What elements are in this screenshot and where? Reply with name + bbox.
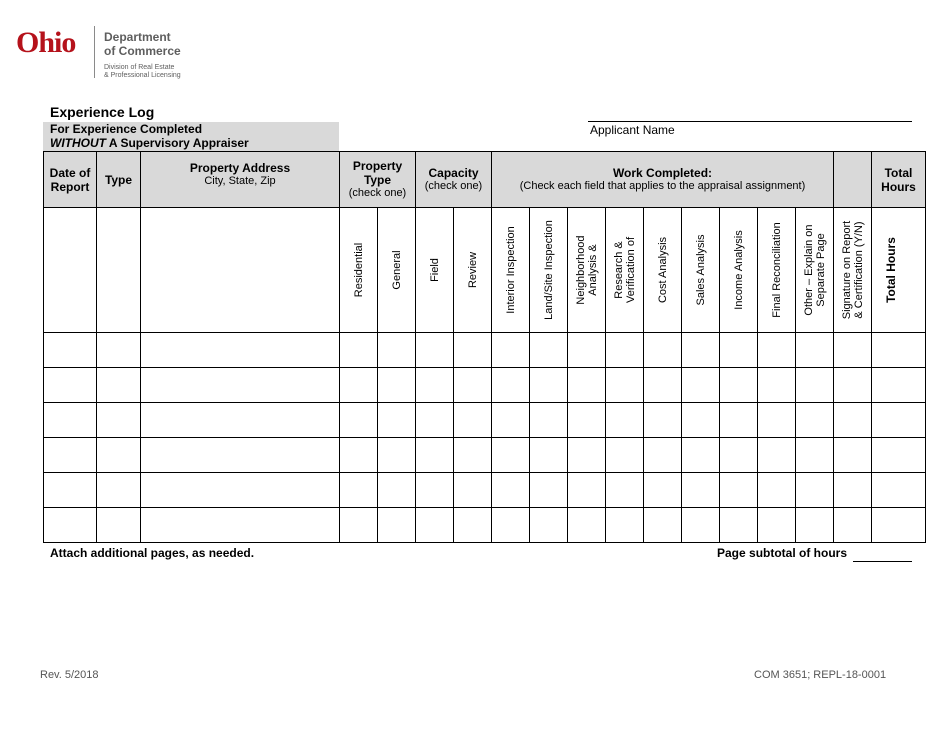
table-cell[interactable]	[340, 368, 378, 403]
table-cell[interactable]	[454, 438, 492, 473]
table-cell[interactable]	[492, 438, 530, 473]
table-cell[interactable]	[340, 508, 378, 543]
table-cell[interactable]	[606, 508, 644, 543]
table-cell[interactable]	[340, 473, 378, 508]
table-cell[interactable]	[378, 368, 416, 403]
table-cell[interactable]	[97, 368, 141, 403]
table-cell[interactable]	[568, 473, 606, 508]
table-cell[interactable]	[758, 403, 796, 438]
logo-department-line2: of Commerce	[104, 44, 181, 58]
header-capacity: Capacity (check one)	[416, 152, 492, 208]
table-cell[interactable]	[872, 473, 926, 508]
table-cell[interactable]	[834, 438, 872, 473]
subheader-cell	[141, 208, 340, 333]
table-cell[interactable]	[44, 368, 97, 403]
table-cell[interactable]	[682, 473, 720, 508]
table-cell[interactable]	[378, 508, 416, 543]
table-cell[interactable]	[97, 473, 141, 508]
table-cell[interactable]	[44, 403, 97, 438]
table-cell[interactable]	[141, 403, 340, 438]
table-cell[interactable]	[492, 403, 530, 438]
table-cell[interactable]	[834, 333, 872, 368]
table-cell[interactable]	[834, 473, 872, 508]
subtitle-without: WITHOUT	[50, 136, 106, 150]
form-subtitle-box	[43, 122, 339, 151]
table-row	[44, 473, 926, 508]
table-cell[interactable]	[97, 403, 141, 438]
table-cell[interactable]	[568, 438, 606, 473]
table-row	[44, 508, 926, 543]
table-cell[interactable]	[606, 473, 644, 508]
table-cell[interactable]	[834, 508, 872, 543]
table-cell[interactable]	[606, 438, 644, 473]
header-type: Type	[97, 152, 141, 208]
form-number: COM 3651; REPL-18-0001	[754, 669, 887, 681]
subheader-signature-on-report: Signature on Report & Certification (Y/N)	[834, 208, 872, 333]
table-cell[interactable]	[682, 368, 720, 403]
header-property-address: Property Address City, State, Zip	[141, 152, 340, 208]
table-cell[interactable]	[720, 333, 758, 368]
form-subtitle-line1: For Experience Completed	[50, 122, 203, 136]
logo-division	[104, 64, 181, 80]
table-cell[interactable]	[378, 438, 416, 473]
table-cell[interactable]	[568, 508, 606, 543]
table-cell[interactable]	[378, 403, 416, 438]
table-cell[interactable]	[606, 368, 644, 403]
table-cell[interactable]	[758, 473, 796, 508]
table-cell[interactable]	[454, 508, 492, 543]
table-cell[interactable]	[416, 368, 454, 403]
subheader-general: General	[378, 208, 416, 333]
header-blank	[834, 152, 872, 208]
logo-ohio-text: Ohio	[16, 26, 76, 59]
table-cell[interactable]	[872, 333, 926, 368]
experience-log-table	[43, 151, 926, 543]
table-cell[interactable]	[796, 403, 834, 438]
table-cell[interactable]	[416, 473, 454, 508]
logo-department-line1: Department	[104, 30, 171, 44]
table-row	[44, 438, 926, 473]
table-row	[44, 403, 926, 438]
table-cell[interactable]	[530, 438, 568, 473]
revision-date: Rev. 5/2018	[40, 669, 99, 681]
table-cell[interactable]	[416, 403, 454, 438]
table-cell[interactable]	[720, 508, 758, 543]
table-cell[interactable]	[416, 438, 454, 473]
table-cell[interactable]	[97, 333, 141, 368]
table-cell[interactable]	[606, 403, 644, 438]
table-cell[interactable]	[720, 403, 758, 438]
table-cell[interactable]	[758, 438, 796, 473]
attach-pages-note: Attach additional pages, as needed.	[50, 546, 255, 560]
table-cell[interactable]	[97, 438, 141, 473]
table-cell[interactable]	[340, 403, 378, 438]
table-cell[interactable]	[454, 403, 492, 438]
logo-divider	[94, 26, 95, 78]
table-cell[interactable]	[758, 368, 796, 403]
table-cell[interactable]	[796, 508, 834, 543]
header-work-completed: Work Completed: (Check each field that applies to the appraisal assignment)	[492, 152, 834, 208]
table-row	[44, 333, 926, 368]
logo-department	[104, 30, 181, 58]
table-cell[interactable]	[44, 508, 97, 543]
table-cell[interactable]	[416, 508, 454, 543]
logo-division-line1: Division of Real Estate	[104, 64, 175, 71]
applicant-name-label: Applicant Name	[590, 123, 675, 137]
subheader-sales-analysis: Sales Analysis	[682, 208, 720, 333]
subheader-final-reconciliation: Final Reconciliation	[758, 208, 796, 333]
form-subtitle-line2	[43, 136, 339, 150]
table-cell[interactable]	[834, 403, 872, 438]
table-cell[interactable]	[720, 368, 758, 403]
table-cell[interactable]	[340, 438, 378, 473]
table-cell[interactable]	[644, 368, 682, 403]
table-cell[interactable]	[454, 368, 492, 403]
table-cell[interactable]	[682, 508, 720, 543]
form-title: Experience Log	[50, 104, 155, 120]
table-cell[interactable]	[141, 368, 340, 403]
table-cell[interactable]	[530, 508, 568, 543]
table-cell[interactable]	[378, 473, 416, 508]
table-cell[interactable]	[492, 508, 530, 543]
table-cell[interactable]	[834, 368, 872, 403]
applicant-name-line[interactable]	[588, 121, 912, 122]
table-cell[interactable]	[796, 473, 834, 508]
subheader-field: Field	[416, 208, 454, 333]
table-cell[interactable]	[872, 438, 926, 473]
table-cell[interactable]	[454, 473, 492, 508]
table-cell[interactable]	[492, 333, 530, 368]
table-cell[interactable]	[97, 508, 141, 543]
table-cell[interactable]	[141, 333, 340, 368]
table-cell[interactable]	[44, 333, 97, 368]
table-cell[interactable]	[720, 438, 758, 473]
table-cell[interactable]	[492, 473, 530, 508]
subheader-review: Review	[454, 208, 492, 333]
table-cell[interactable]	[758, 508, 796, 543]
table-cell[interactable]	[720, 473, 758, 508]
header-total-hours: Total Hours	[872, 152, 926, 208]
subheader-cell	[97, 208, 141, 333]
table-cell[interactable]	[872, 403, 926, 438]
table-cell[interactable]	[758, 333, 796, 368]
subheader-other-explain-on: Other – Explain on Separate Page	[796, 208, 834, 333]
table-cell[interactable]	[872, 368, 926, 403]
table-cell[interactable]	[644, 473, 682, 508]
table-cell[interactable]	[530, 403, 568, 438]
table-cell[interactable]	[796, 368, 834, 403]
table-cell[interactable]	[644, 403, 682, 438]
table-cell[interactable]	[340, 333, 378, 368]
header-row	[44, 152, 926, 208]
table-cell[interactable]	[682, 333, 720, 368]
page-subtotal-line[interactable]	[853, 561, 912, 562]
table-cell[interactable]	[141, 508, 340, 543]
table-cell[interactable]	[644, 438, 682, 473]
subheader-cell	[44, 208, 97, 333]
table-cell[interactable]	[682, 438, 720, 473]
table-cell[interactable]	[492, 368, 530, 403]
logo-division-line2: & Professional Licensing	[104, 72, 181, 79]
subheader-residential: Residential	[340, 208, 378, 333]
subheader-income-analysis: Income Analysis	[720, 208, 758, 333]
table-cell[interactable]	[454, 333, 492, 368]
header-property-type: Property Type (check one)	[340, 152, 416, 208]
table-cell[interactable]	[568, 333, 606, 368]
table-cell[interactable]	[530, 473, 568, 508]
subheader-research: Research & Verification of	[606, 208, 644, 333]
subheader-row	[44, 208, 926, 333]
subheader-cost-analysis: Cost Analysis	[644, 208, 682, 333]
table-row	[44, 368, 926, 403]
subheader-interior-inspection: Interior Inspection	[492, 208, 530, 333]
header-date-of-report: Date of Report	[44, 152, 97, 208]
subheader-land-site-inspection: Land/Site Inspection	[530, 208, 568, 333]
page-subtotal-label: Page subtotal of hours	[717, 546, 848, 560]
table-cell[interactable]	[44, 438, 97, 473]
subheader-total-hours: Total Hours	[872, 208, 926, 333]
table-cell[interactable]	[606, 333, 644, 368]
table-cell[interactable]	[530, 333, 568, 368]
subheader-neighborhood: Neighborhood Analysis &	[568, 208, 606, 333]
table-cell[interactable]	[644, 508, 682, 543]
table-cell[interactable]	[682, 403, 720, 438]
table-cell[interactable]	[141, 438, 340, 473]
table-cell[interactable]	[568, 403, 606, 438]
table-cell[interactable]	[378, 333, 416, 368]
table-cell[interactable]	[568, 368, 606, 403]
table-cell[interactable]	[141, 473, 340, 508]
table-cell[interactable]	[796, 333, 834, 368]
table-cell[interactable]	[872, 508, 926, 543]
table-cell[interactable]	[796, 438, 834, 473]
table-cell[interactable]	[44, 473, 97, 508]
table-cell[interactable]	[644, 333, 682, 368]
table-cell[interactable]	[530, 368, 568, 403]
subtitle-rest: A Supervisory Appraiser	[106, 136, 249, 150]
table-cell[interactable]	[416, 333, 454, 368]
